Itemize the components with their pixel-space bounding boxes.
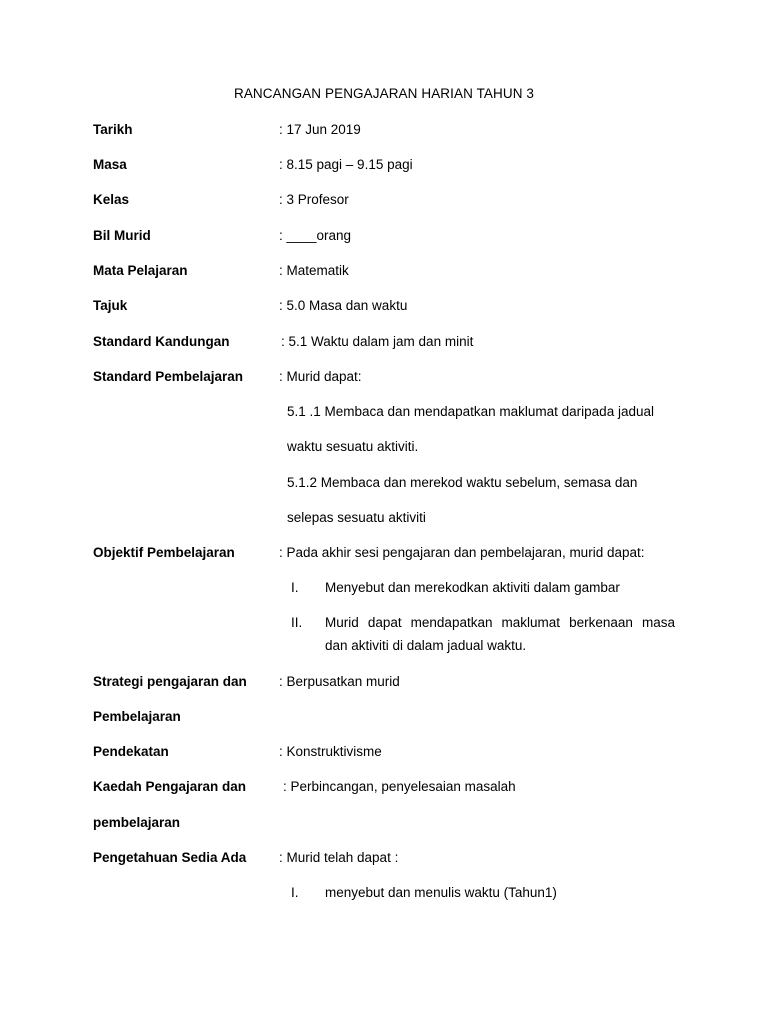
strategi-label-line-1: Strategi pengajaran dan — [93, 674, 247, 689]
standard-pembelajaran-line-3: 5.1.2 Membaca dan merekod waktu sebelum, semasa dan — [287, 475, 638, 490]
kelas-label: Kelas — [93, 192, 130, 207]
objektif-item-2-text-line-1: Murid dapat mendapatkan maklumat berkenaan masa — [325, 615, 675, 630]
pengetahuan-item-1-text: menyebut dan menulis waktu (Tahun1) — [325, 885, 557, 900]
tarikh-value: : 17 Jun 2019 — [279, 122, 361, 137]
strategi-value: : Berpusatkan murid — [279, 674, 400, 689]
bil-murid-value: : ____orang — [279, 228, 352, 243]
standard-pembelajaran-line-4: selepas sesuatu aktiviti — [287, 510, 426, 525]
standard-pembelajaran-label: Standard Pembelajaran — [93, 369, 244, 384]
tajuk-label: Tajuk — [93, 298, 128, 313]
pengetahuan-label: Pengetahuan Sedia Ada — [93, 850, 247, 865]
objektif-item-2-text-line-2: dan aktiviti di dalam jadual waktu. — [325, 638, 527, 653]
pengetahuan-item-1-numeral: I. — [291, 885, 299, 900]
kaedah-label-line-2: pembelajaran — [93, 815, 181, 830]
mata-pelajaran-label: Mata Pelajaran — [93, 263, 188, 278]
standard-pembelajaran-value: : Murid dapat: — [279, 369, 362, 384]
strategi-label-line-2: Pembelajaran — [93, 709, 181, 724]
objektif-label: Objektif Pembelajaran — [93, 545, 235, 560]
pendekatan-value: : Konstruktivisme — [279, 744, 382, 759]
objektif-item-2-numeral: II. — [291, 615, 303, 630]
standard-pembelajaran-line-1: 5.1 .1 Membaca dan mendapatkan maklumat daripada jadual — [287, 404, 654, 419]
mata-pelajaran-value: : Matematik — [279, 263, 349, 278]
pengetahuan-value: : Murid telah dapat : — [279, 850, 399, 865]
pendekatan-label: Pendekatan — [93, 744, 169, 759]
standard-pembelajaran-line-2: waktu sesuatu aktiviti. — [287, 439, 419, 454]
document-title: RANCANGAN PENGAJARAN HARIAN TAHUN 3 — [233, 86, 535, 101]
kelas-value: : 3 Profesor — [279, 192, 349, 207]
standard-kandungan-label: Standard Kandungan — [93, 334, 230, 349]
standard-kandungan-value: : 5.1 Waktu dalam jam dan minit — [281, 334, 474, 349]
kaedah-value: : Perbincangan, penyelesaian masalah — [283, 779, 516, 794]
masa-value: : 8.15 pagi – 9.15 pagi — [279, 157, 413, 172]
objektif-item-1-text: Menyebut dan merekodkan aktiviti dalam gambar — [325, 580, 620, 595]
tarikh-label: Tarikh — [93, 122, 133, 137]
objektif-item-1-numeral: I. — [291, 580, 299, 595]
tajuk-value: : 5.0 Masa dan waktu — [279, 298, 408, 313]
objektif-value: : Pada akhir sesi pengajaran dan pembelajaran, murid dapat: — [279, 545, 645, 560]
kaedah-label-line-1: Kaedah Pengajaran dan — [93, 779, 247, 794]
masa-label: Masa — [93, 157, 127, 172]
bil-murid-label: Bil Murid — [93, 228, 151, 243]
